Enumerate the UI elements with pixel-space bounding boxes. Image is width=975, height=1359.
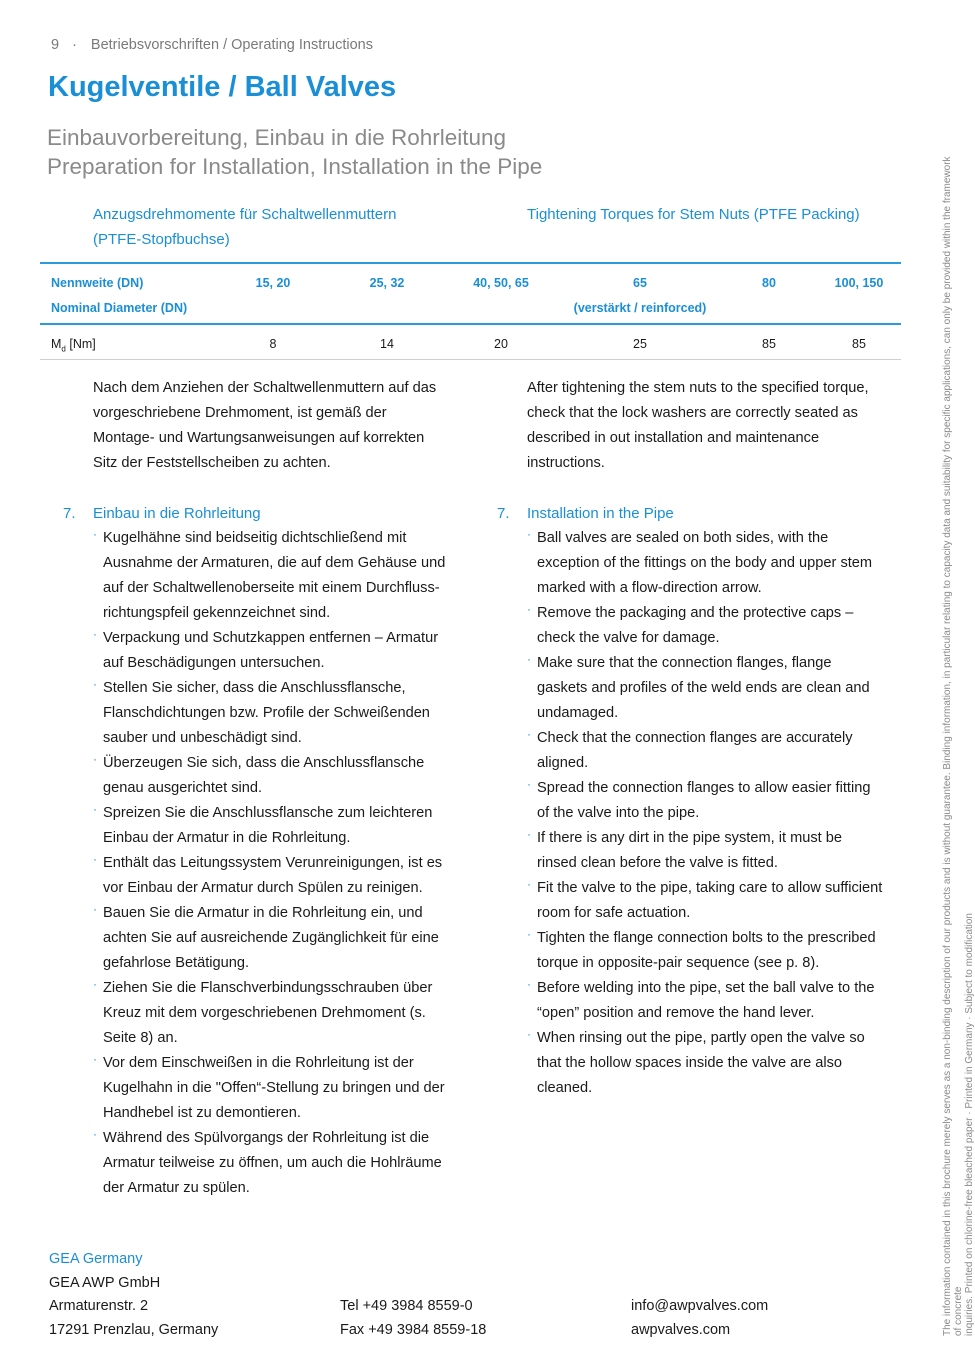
disclaimer-line-2: inquiries. Printed on chlorine-free bleached paper · Printed in Germany · Subject to modification	[964, 913, 975, 1336]
company-group: GEA Germany	[49, 1251, 143, 1267]
list-item-line: Armatur teilweise zu öffnen, um auch die Hohlräume	[103, 1155, 442, 1171]
list-item	[93, 626, 493, 676]
footer-contact	[631, 1295, 768, 1342]
torque-value-5: 85	[762, 337, 776, 351]
list-item-line: Seite 8) an.	[103, 1030, 178, 1046]
dn-column-3: 40, 50, 65	[473, 276, 529, 290]
company-city: 17291 Prenzlau, Germany	[49, 1321, 219, 1338]
md-label	[51, 337, 96, 354]
md-unit: [Nm]	[65, 337, 96, 351]
footer-address	[49, 1248, 218, 1342]
list-item-line: auf der Schaltwellenoberseite mit einem Durchfluss-	[103, 580, 440, 596]
list-item-line: Einbau der Armatur in die Rohrleitung.	[103, 830, 351, 846]
bullet-dot-icon: ·	[93, 1052, 97, 1066]
list-item-line: Ausnahme der Armaturen, die auf dem Gehäuse und	[103, 555, 446, 571]
list-item-line: torque in opposite-pair sequence (see p. 8).	[537, 955, 820, 971]
list-item-line: Verpackung und Schutzkappen entfernen – Armatur	[103, 630, 439, 646]
page-title: Kugelventile / Ball Valves	[48, 71, 397, 103]
list-item-line: gaskets and profiles of the weld ends are clean and	[537, 680, 870, 696]
list-item-line: richtungspfeil gekennzeichnet sind.	[103, 605, 331, 621]
bullet-dot-icon: ·	[527, 727, 531, 741]
list-item-line: Kugelhahn in die "Offen“-Stellung zu bringen und der	[103, 1080, 445, 1096]
bullet-dot-icon: ·	[93, 977, 97, 991]
list-item-line: aligned.	[537, 755, 589, 771]
running-title: Betriebsvorschriften / Operating Instructions	[90, 37, 373, 53]
list-item	[527, 926, 927, 976]
intro-de-line: vorgeschriebene Drehmoment, ist gemäß der	[93, 405, 387, 421]
dn-column-6: 100, 150	[834, 276, 884, 290]
list-item-line: Stellen Sie sicher, dass die Anschlussflansche,	[103, 680, 406, 696]
list-item	[93, 901, 493, 976]
list-item-line: “open” position and remove the hand lever.	[537, 1005, 815, 1021]
list-item	[93, 1126, 493, 1201]
intro-de-line: Sitz der Feststellscheiben zu achten.	[93, 455, 331, 471]
torque-heading-en: Tightening Torques for Stem Nuts (PTFE Packing)	[527, 206, 860, 223]
dn-column-1: 15, 20	[255, 276, 291, 290]
list-item	[527, 876, 927, 926]
bullet-dot-icon: ·	[93, 677, 97, 691]
list-item-line: rinsed clean before the valve is fitted.	[537, 855, 778, 871]
bullet-dot-icon: ·	[93, 1127, 97, 1141]
footer-phone	[340, 1295, 486, 1342]
list-item-line: check the valve for damage.	[537, 630, 720, 646]
bullet-dot-icon: ·	[93, 802, 97, 816]
list-item-line: Flanschdichtungen bzw. Profile der Schweißenden	[103, 705, 430, 721]
list-item	[93, 851, 493, 901]
dn-column-2: 25, 32	[369, 276, 405, 290]
torque-value-4: 25	[633, 337, 647, 351]
list-item-line: Check that the connection flanges are accurately	[537, 730, 853, 746]
list-item-line: If there is any dirt in the pipe system, it must be	[537, 830, 842, 846]
list-item	[527, 1026, 927, 1101]
list-item-line: vor Einbau der Armatur durch Spülen zu reinigen.	[103, 880, 423, 896]
list-item-line: room for safe actuation.	[537, 905, 691, 921]
list-item-line: Überzeugen Sie sich, dass die Anschlussflansche	[103, 755, 425, 771]
list-item-line: gefahrlose Betätigung.	[103, 955, 250, 971]
list-item-line: Während des Spülvorgangs der Rohrleitung ist die	[103, 1130, 430, 1146]
fax-number: Fax +49 3984 8559-18	[340, 1321, 487, 1338]
list-item-line: exception of the fittings on the body and upper stem	[537, 555, 873, 571]
list-item-line: Ball valves are sealed on both sides, with the	[537, 530, 829, 546]
list-item-line: marked with a flow-direction arrow.	[537, 580, 762, 596]
md-subscript: d	[61, 344, 66, 354]
list-item-line: Ziehen Sie die Flanschverbindungsschrauben über	[103, 980, 433, 996]
bullet-dot-icon: ·	[93, 902, 97, 916]
list-item-line: of the valve into the pipe.	[537, 805, 700, 821]
section-heading-en: Installation in the Pipe	[527, 505, 674, 522]
page-number: 9	[51, 37, 60, 53]
disclaimer-line-1: The information contained in this brochure merely serves as a non-binding description of our products and is without guarantee. Binding information, in particular relating to capacity data and suitability for specific applications, can only be provided within the framework of concrete	[942, 156, 964, 1336]
list-item-line: genau ausgerichtet sind.	[103, 780, 263, 796]
list-item	[93, 976, 493, 1051]
intro-en-line: check that the lock washers are correctly seated as	[527, 405, 858, 421]
row-header-en: Nominal Diameter (DN)	[51, 301, 188, 315]
list-item-line: Make sure that the connection flanges, flange	[537, 655, 832, 671]
bullet-dot-icon: ·	[527, 977, 531, 991]
intro-de	[93, 376, 473, 476]
list-item	[527, 601, 927, 651]
list-item-line: Before welding into the pipe, set the ball valve to the	[537, 980, 875, 996]
list-item	[93, 1051, 493, 1126]
legal-disclaimer	[942, 151, 975, 1336]
section-heading-de: Einbau in die Rohrleitung	[93, 505, 261, 522]
bullet-dot-icon: ·	[527, 877, 531, 891]
header-separator: ·	[72, 37, 77, 53]
row-header-de: Nennweite (DN)	[51, 276, 144, 290]
list-item-line: achten Sie auf ausreichende Zugänglichkeit für eine	[103, 930, 439, 946]
list-item-line: Spreizen Sie die Anschlussflansche zum leichteren	[103, 805, 433, 821]
list-item-line: Vor dem Einschweißen in die Rohrleitung ist der	[103, 1055, 414, 1071]
website-link[interactable]: awpvalves.com	[631, 1321, 731, 1338]
list-item-line: sauber und unbeschädigt sind.	[103, 730, 302, 746]
list-item-line: Bauen Sie die Armatur in die Rohrleitung ein, und	[103, 905, 423, 921]
list-item-line: auf Beschädigungen untersuchen.	[103, 655, 325, 671]
list-item-line: When rinsing out the pipe, partly open the valve so	[537, 1030, 865, 1046]
instructions-list-de	[93, 526, 493, 1201]
list-item-line: Fit the valve to the pipe, taking care to allow sufficient	[537, 880, 883, 896]
reinforced-note: (verstärkt / reinforced)	[573, 301, 707, 315]
bullet-dot-icon: ·	[527, 652, 531, 666]
bullet-dot-icon: ·	[527, 602, 531, 616]
bullet-dot-icon: ·	[527, 827, 531, 841]
intro-de-line: Nach dem Anziehen der Schaltwellenmuttern auf das	[93, 380, 437, 396]
running-header	[51, 37, 373, 53]
list-item-line: that the hollow spaces inside the valve are also	[537, 1055, 843, 1071]
list-item	[527, 526, 927, 601]
torque-value-6: 85	[852, 337, 866, 351]
list-item	[527, 726, 927, 776]
table-top-rule	[40, 262, 901, 264]
list-item-line: der Armatur zu spülen.	[103, 1180, 250, 1196]
list-item	[93, 751, 493, 801]
list-item-line: Handhebel ist zu demontieren.	[103, 1105, 301, 1121]
torque-heading-de-line1: Anzugsdrehmomente für Schaltwellenmuttern	[93, 206, 397, 223]
company-street: Armaturenstr. 2	[49, 1298, 149, 1314]
torque-heading-de	[93, 202, 397, 252]
bullet-dot-icon: ·	[93, 527, 97, 541]
torque-value-3: 20	[494, 337, 508, 351]
list-item	[93, 801, 493, 851]
torque-value-1: 8	[269, 337, 277, 351]
list-item	[527, 976, 927, 1026]
list-item-line: undamaged.	[537, 705, 619, 721]
bullet-dot-icon: ·	[527, 927, 531, 941]
dn-column-5: 80	[762, 276, 776, 290]
bullet-dot-icon: ·	[527, 1027, 531, 1041]
list-item-line: Spread the connection flanges to allow easier fitting	[537, 780, 871, 796]
bullet-dot-icon: ·	[527, 777, 531, 791]
section-number-en: 7.	[497, 505, 510, 522]
intro-en-line: After tightening the stem nuts to the specified torque,	[527, 380, 869, 396]
intro-de-line: Montage- und Wartungsanweisungen auf korrekten	[93, 430, 425, 446]
list-item-line: Kugelhähne sind beidseitig dichtschließend mit	[103, 530, 407, 546]
intro-en	[527, 376, 907, 476]
torque-value-2: 14	[380, 337, 394, 351]
list-item-line: cleaned.	[537, 1080, 593, 1096]
bullet-dot-icon: ·	[527, 527, 531, 541]
table-bottom-rule	[40, 359, 901, 360]
list-item	[527, 776, 927, 826]
email-link[interactable]: info@awpvalves.com	[631, 1298, 769, 1314]
table-mid-rule	[40, 323, 901, 325]
list-item	[527, 651, 927, 726]
dn-column-4: 65	[633, 276, 647, 290]
section-number-de: 7.	[63, 505, 76, 522]
subtitle-en: Preparation for Installation, Installation in the Pipe	[47, 154, 543, 179]
md-symbol: M	[51, 337, 62, 351]
intro-en-line: described in out installation and maintenance	[527, 430, 820, 446]
torque-heading-de-line2: (PTFE-Stopfbuchse)	[93, 231, 230, 248]
company-name: GEA AWP GmbH	[49, 1274, 161, 1291]
list-item-line: Kreuz mit dem vorgeschriebenen Drehmoment (s.	[103, 1005, 426, 1021]
list-item-line: Enthält das Leitungssystem Verunreinigungen, ist es	[103, 855, 443, 871]
bullet-dot-icon: ·	[93, 752, 97, 766]
list-item	[527, 826, 927, 876]
instructions-list-en	[527, 526, 927, 1101]
bullet-dot-icon: ·	[93, 627, 97, 641]
list-item-line: Remove the packaging and the protective caps –	[537, 605, 854, 621]
list-item	[93, 526, 493, 626]
subtitle-de: Einbauvorbereitung, Einbau in die Rohrleitung	[47, 125, 507, 150]
intro-en-line: instructions.	[527, 455, 605, 471]
list-item-line: Tighten the flange connection bolts to the prescribed	[537, 930, 876, 946]
list-item	[93, 676, 493, 751]
phone-number: Tel +49 3984 8559-0	[340, 1298, 473, 1314]
bullet-dot-icon: ·	[93, 852, 97, 866]
